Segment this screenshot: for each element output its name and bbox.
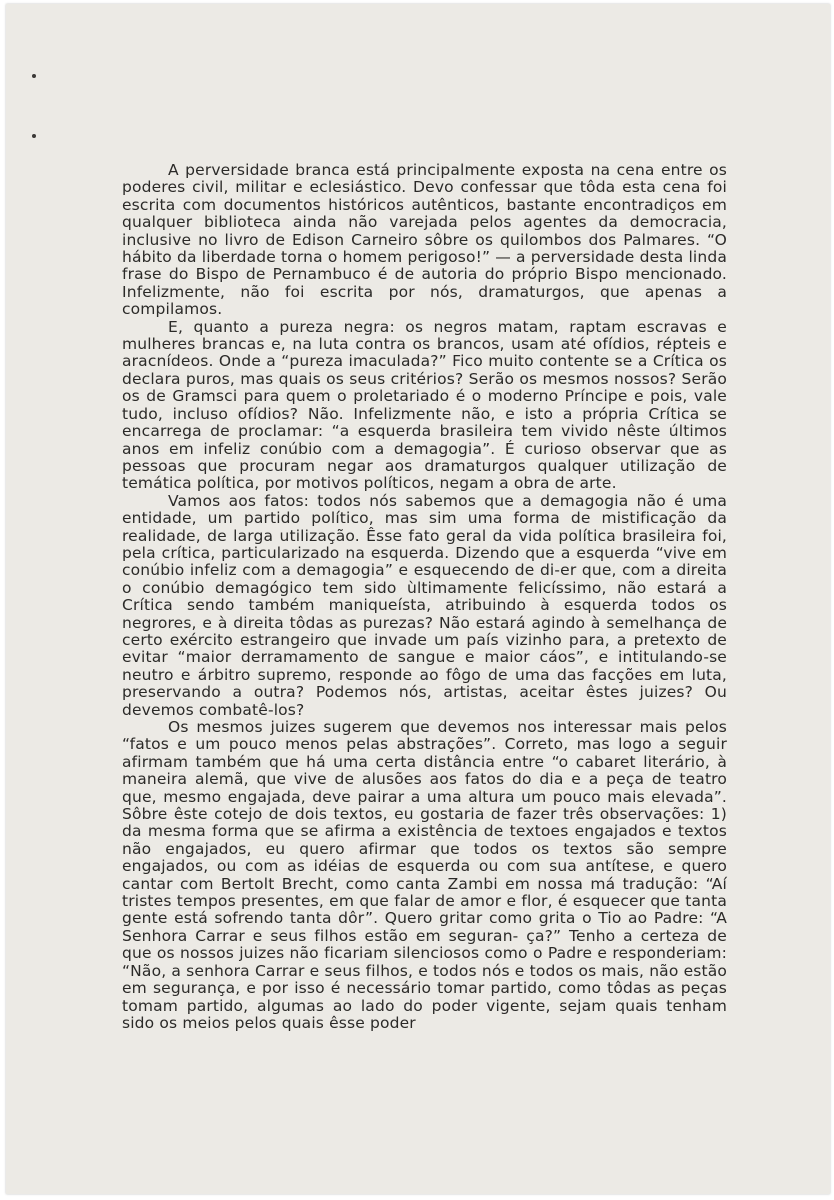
body-text — [122, 162, 727, 1032]
paragraph: Os mesmos juizes sugerem que devemos nos interessar mais pelos “fatos e um pouco menos pelas abstrações”. Correto, mas logo a seguir afirmam também que há uma certa distância entre “o cabaret literário, à maneira alemã, que vive de alusões aos fatos do dia e a peça de teatro que, mesmo engajada, deve pairar a uma altura um pouco mais elevada”. Sôbre êste cotejo de dois textos, eu gostaria de fazer três observações: 1) da mesma forma que se afirma a existência de textoes engajados e textos não engajados, eu quero afirmar que todos os textos são sempre engajados, ou com as idéias de esquerda ou com sua antítese, e quero cantar com Bertolt Brecht, como canta Zambi em nossa má tradução: “Aí tristes tempos presentes, em que falar de amor e flor, é esquecer que tanta gente está sofrendo tanta dôr”. Quero gritar como grita o Tio ao Padre: “A Senhora Carrar e seus filhos estão em seguran- ça?” Tenho a certeza de que os nossos juizes não ficariam silenciosos como o Padre e responderiam: “Não, a senhora Carrar e seus filhos, e todos nós e todos os mais, não estão em segurança, e por isso é necessário tomar partido, como tôdas as peças tomam partido, algumas ao lado do poder vigente, sejam quais tenham sido os meios pelos quais êsse poder — [122, 718, 727, 1032]
paper-sheet — [6, 4, 830, 1194]
binding-hole — [32, 134, 36, 138]
paragraph: E, quanto a pureza negra: os negros matam, raptam escravas e mulheres brancas e, na luta contra os brancos, usam até ofídios, répteis e aracnídeos. Onde a “pureza imaculada?” Fico muito contente se a Crítica os declara puros, mas quais os seus critérios? Serão os mesmos nossos? Serão os de Gramsci para quem o proletariado é o moderno Príncipe e pois, vale tudo, incluso ofídios? Não. Infelizmente não, e isto a própria Crítica se encarrega de proclamar: “a esquerda brasileira tem vivido nêste últimos anos em infeliz conúbio com a demagogia”. É curioso observar que as pessoas que procuram negar aos dramaturgos qualquer utilização de temática política, por motivos políticos, negam a obra de arte. — [122, 317, 727, 493]
paragraph: A perversidade branca está principalmente exposta na cena entre os poderes civil, militar e eclesiástico. Devo confessar que tôda esta cena foi escrita com documentos históricos autênticos, bastante encontradiços em qualquer biblioteca ainda não varejada pelos agentes da democracia, inclusive no livro de Edison Carneiro sôbre os quilombos dos Palmares. “O hábito da liberdade torna o homem perigoso!” — a perversidade desta linda frase do Bispo de Pernambuco é de autoria do próprio Bispo mencionado. Infelizmente, não foi escrita por nós, dramaturgos, que apenas a compilamos. — [122, 161, 727, 319]
binding-hole — [32, 74, 36, 78]
paragraph: Vamos aos fatos: todos nós sabemos que a demagogia não é uma entidade, um partido político, mas sim uma forma de mistificação da realidade, de larga utilização. Êsse fato geral da vida política brasileira foi, pela crítica, particularizado na esquerda. Dizendo que a esquerda “vive em conúbio infeliz com a demagogia” e esquecendo de di-er que, com a direita o conúbio demagógico tem sido ùltimamente felicíssimo, não estará a Crítica sendo também maniqueísta, atribuindo à esquerda todos os negrores, e à direita tôdas as purezas? Não estará agindo à semelhança de certo exército estrangeiro que invade um país vizinho para, a pretexto de evitar “maior derramamento de sangue e maior cáos”, e intitulando-se neutro e árbitro supremo, responde ao fôgo de uma das facções em luta, preservando a outra? Podemos nós, artistas, aceitar êstes juizes? Ou devemos combatê-los? — [122, 491, 727, 719]
